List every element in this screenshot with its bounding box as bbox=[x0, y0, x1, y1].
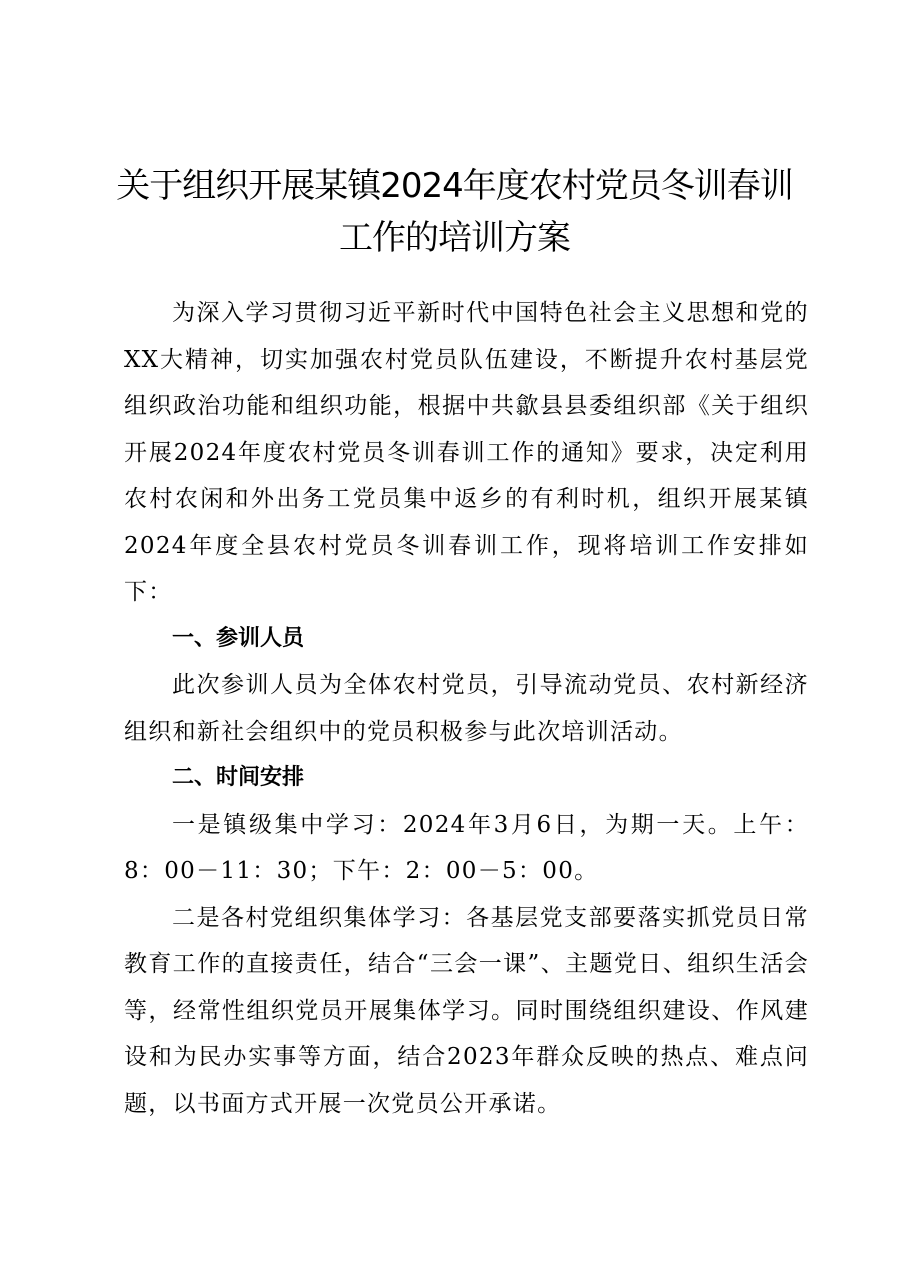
section-2-item-2: 二是各村党组织集体学习：各基层党支部要落实抓党员日常教育工作的直接责任，结合“三会一课”、主题党日、组织生活会等，经常性组织党员开展集体学习。同时围绕组织建设、作风建设和为民办实事等方面，结合2023年群众反映的热点、难点问题，以书面方式开展一次党员公开承诺。 bbox=[124, 904, 809, 1117]
section-1-paragraph: 此次参训人员为全体农村党员，引导流动党员、农村新经济组织和新社会组织中的党员积极参与此次培训活动。 bbox=[124, 672, 809, 745]
document-title bbox=[100, 160, 809, 264]
section-2-item-1: 一是镇级集中学习：2024年3月6日，为期一天。上午：8：00－11：30；下午：2：00－5：00。 bbox=[124, 811, 809, 884]
document-body bbox=[124, 290, 809, 1127]
section-1-heading: 一、参训人员 bbox=[172, 625, 305, 651]
section-2-heading: 二、时间安排 bbox=[172, 765, 305, 790]
title-line-1: 关于组织开展某镇2024年度农村党员冬训春训 bbox=[116, 166, 793, 206]
intro-paragraph: 为深入学习贯彻习近平新时代中国特色社会主义思想和党的XX大精神，切实加强农村党员队伍建设，不断提升农村基层党组织政治功能和组织功能，根据中共歙县县委组织部《关于组织开展2024年度农村党员冬训春训工作的通知》要求，决定利用农村农闲和外出务工党员集中返乡的有利时机，组织开展某镇2024年度全县农村党员冬训春训工作，现将培训工作安排如下： bbox=[124, 300, 809, 605]
title-line-2: 工作的培训方案 bbox=[339, 218, 570, 258]
